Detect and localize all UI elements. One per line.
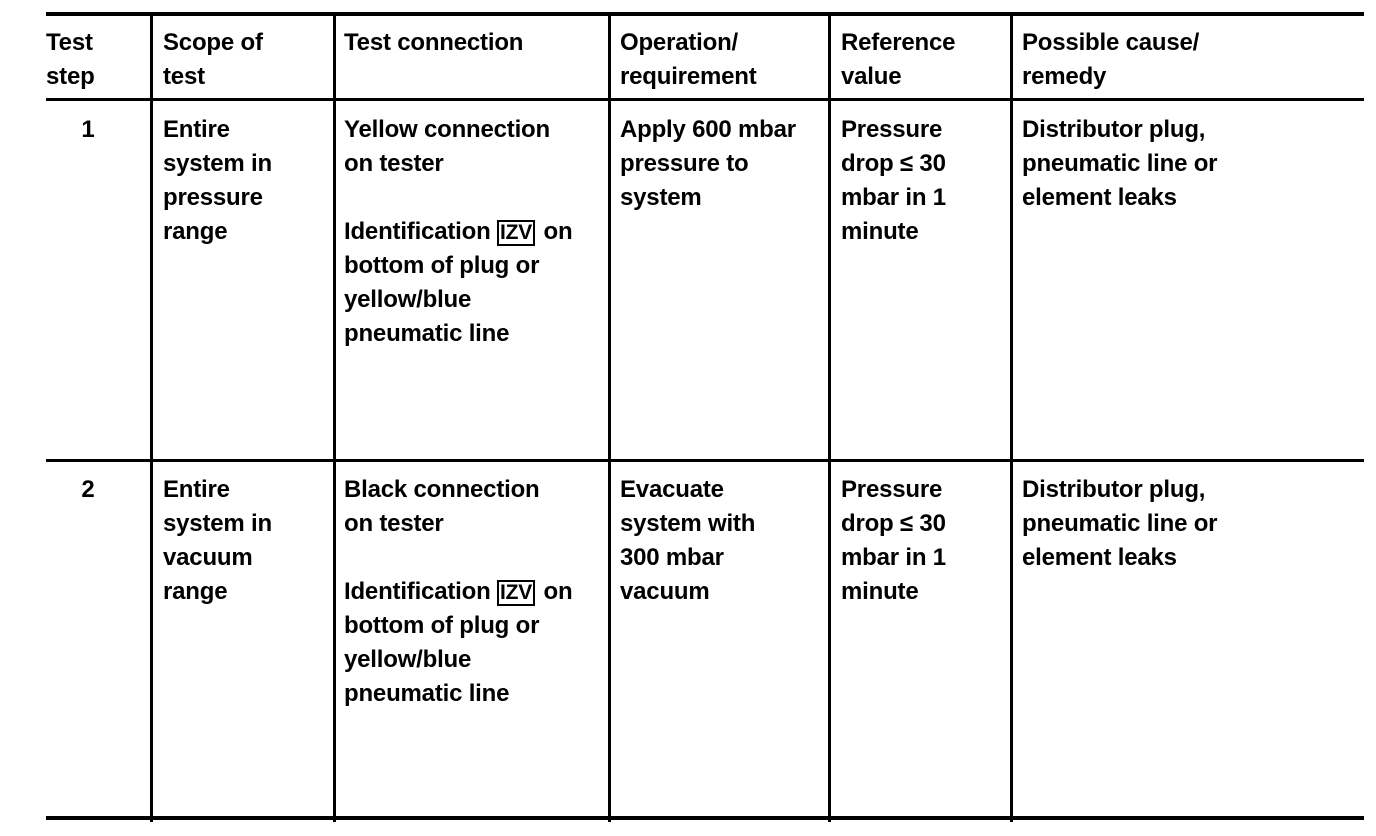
row-1-scope: Entire system in pressure range — [163, 116, 272, 245]
row-1-ident-prefix: Identification — [344, 218, 498, 245]
row-2-ident-code: IZV — [497, 580, 535, 606]
row-divider-rule — [46, 459, 1364, 462]
row-1-ident-code: IZV — [497, 220, 535, 246]
column-divider — [333, 12, 336, 822]
row-2-connection-text: Black connection on tester — [344, 476, 540, 537]
header-possible-cause-remedy: Possible cause/ remedy — [1022, 29, 1200, 90]
row-1-test-connection — [344, 113, 606, 351]
column-divider — [828, 12, 831, 822]
header-test-step: Test step — [46, 29, 95, 90]
row-2-ident-prefix: Identification — [344, 578, 498, 605]
row-1-cause: Distributor plug, pneumatic line or element leaks — [1022, 116, 1218, 211]
row-1-reference: Pressure drop ≤ 30 mbar in 1 minute — [841, 116, 946, 245]
row-1-connection-rest: bottom of plug or yellow/blue pneumatic line — [344, 252, 540, 347]
row-2-ident-suffix: on — [537, 578, 573, 605]
row-2-reference: Pressure drop ≤ 30 mbar in 1 minute — [841, 476, 946, 605]
header-operation-requirement: Operation/ requirement — [620, 29, 757, 90]
header-test-connection: Test connection — [344, 29, 524, 56]
row-1-operation: Apply 600 mbar pressure to system — [620, 116, 796, 211]
header-scope-of-test: Scope of test — [163, 29, 263, 90]
row-2-test-connection — [344, 473, 606, 711]
test-procedure-table — [46, 12, 1364, 822]
row-1-connection-text: Yellow connection on tester — [344, 116, 550, 177]
row-2-scope: Entire system in vacuum range — [163, 476, 272, 605]
row-1-ident-suffix: on — [537, 218, 573, 245]
row-1-step: 1 — [81, 116, 95, 143]
header-divider-rule — [46, 98, 1364, 101]
header-reference-value: Reference value — [841, 29, 956, 90]
table-bottom-rule — [46, 816, 1364, 820]
row-2-step: 2 — [81, 476, 95, 503]
table-top-rule — [46, 12, 1364, 16]
column-divider — [608, 12, 611, 822]
row-2-cause: Distributor plug, pneumatic line or element leaks — [1022, 476, 1218, 571]
column-divider — [150, 12, 153, 822]
column-divider — [1010, 12, 1013, 822]
row-2-connection-rest: bottom of plug or yellow/blue pneumatic line — [344, 612, 540, 707]
row-2-operation: Evacuate system with 300 mbar vacuum — [620, 476, 756, 605]
